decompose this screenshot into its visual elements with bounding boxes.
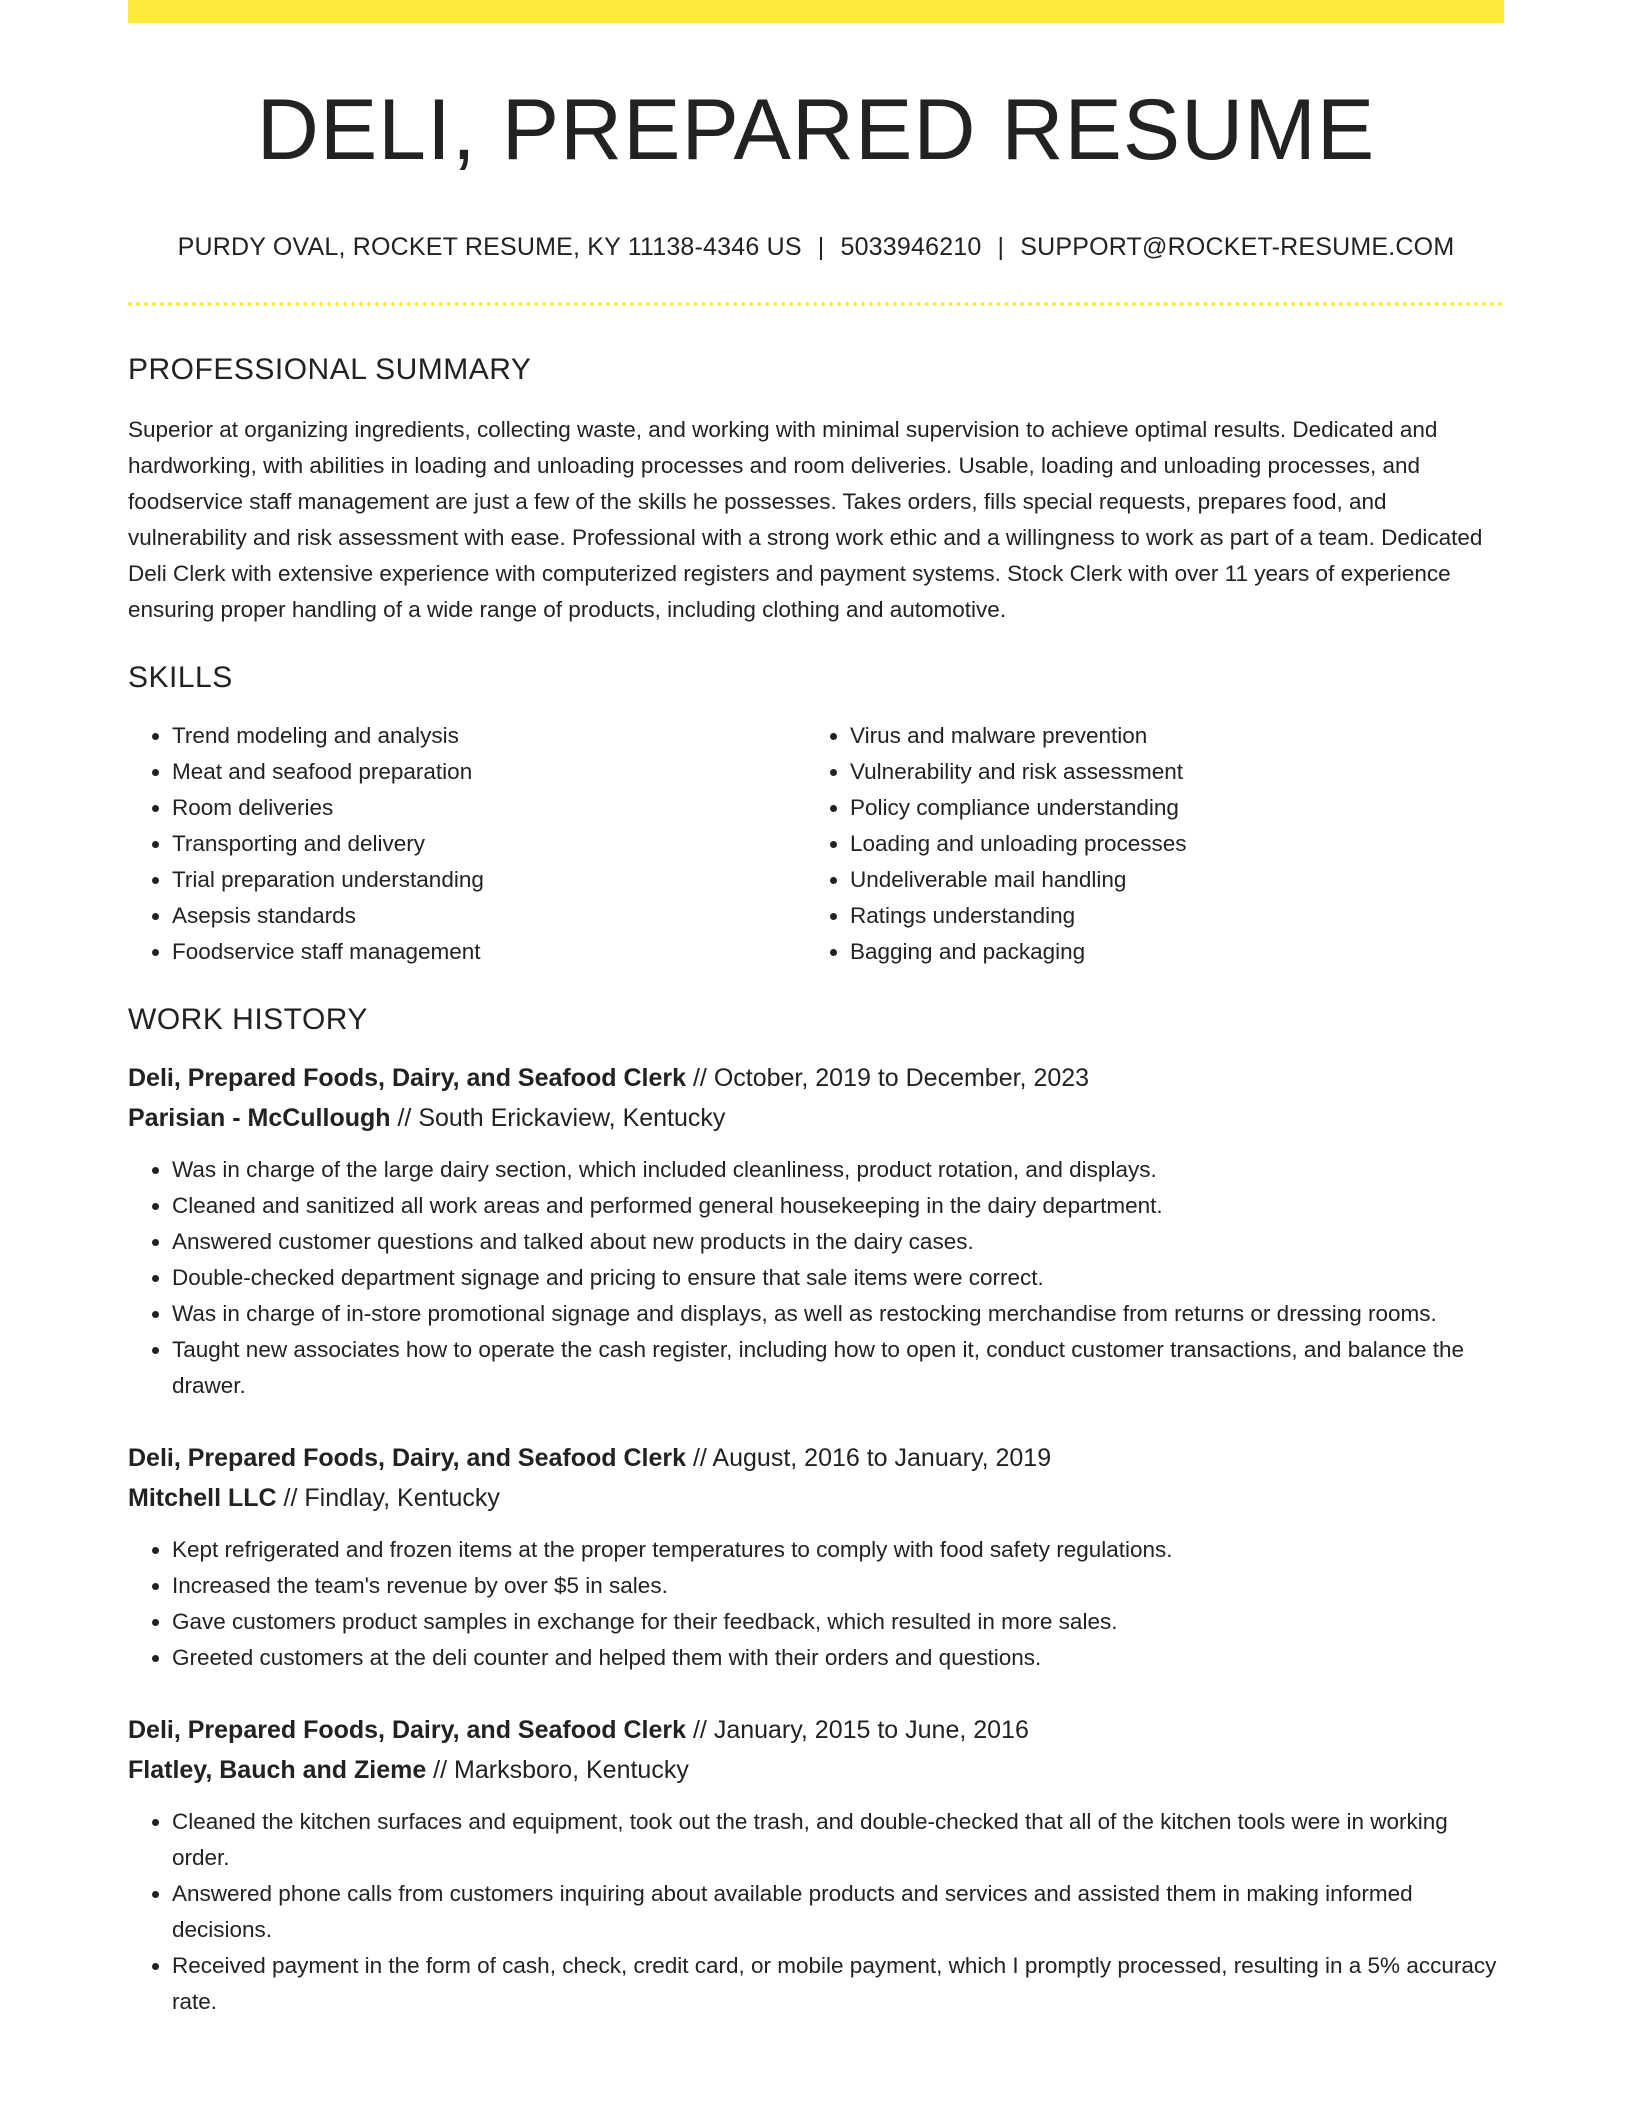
skill-item: • Foodservice staff management [172, 934, 806, 970]
job-bullet: • Taught new associates how to operate the cash register, including how to open it, conduct customer transactions, and balance the drawer. [172, 1332, 1504, 1404]
job-company: Parisian - McCullough [128, 1103, 391, 1132]
skills-column-left [128, 718, 806, 970]
job-title: Deli, Prepared Foods, Dairy, and Seafood Clerk [128, 1715, 687, 1744]
dotted-divider [128, 302, 1504, 306]
skill-item: • Transporting and delivery [172, 826, 806, 862]
job-company-line [128, 1750, 1504, 1790]
job-bullet: • Kept refrigerated and frozen items at the proper temperatures to comply with food safety regulations. [172, 1532, 1504, 1568]
job-location: // Findlay, Kentucky [276, 1483, 500, 1512]
job-entry [128, 1438, 1504, 1676]
job-bullet: • Was in charge of in-store promotional signage and displays, as well as restocking merchandise from returns or dressing rooms. [172, 1296, 1504, 1332]
job-bullets [128, 1804, 1504, 2020]
section-title-skills: SKILLS [128, 660, 233, 694]
skills-column-right [806, 718, 1484, 970]
job-bullet: • Was in charge of the large dairy section, which included cleanliness, product rotation, and displays. [172, 1152, 1504, 1188]
job-title: Deli, Prepared Foods, Dairy, and Seafood Clerk [128, 1443, 687, 1472]
contact-phone: 5033946210 [840, 232, 982, 261]
skill-item: • Vulnerability and risk assessment [850, 754, 1484, 790]
skill-item: • Policy compliance understanding [850, 790, 1484, 826]
job-dates: // January, 2015 to June, 2016 [686, 1715, 1029, 1744]
job-bullet: • Gave customers product samples in exchange for their feedback, which resulted in more sales. [172, 1604, 1504, 1640]
skill-item: • Asepsis standards [172, 898, 806, 934]
job-company-line [128, 1098, 1504, 1138]
job-bullet: • Greeted customers at the deli counter and helped them with their orders and questions. [172, 1640, 1504, 1676]
skill-item: • Ratings understanding [850, 898, 1484, 934]
skills-list [128, 718, 1504, 970]
skill-item: • Room deliveries [172, 790, 806, 826]
job-company: Mitchell LLC [128, 1483, 277, 1512]
skill-item: • Trial preparation understanding [172, 862, 806, 898]
job-bullet: • Answered phone calls from customers inquiring about available products and services and assisted them in making informed decisions. [172, 1876, 1504, 1948]
contact-separator: | [997, 232, 1005, 261]
job-company-line [128, 1478, 1504, 1518]
job-title-line [128, 1710, 1504, 1750]
job-location: // South Erickaview, Kentucky [390, 1103, 726, 1132]
skill-item: • Bagging and packaging [850, 934, 1484, 970]
resume-page [128, 0, 1504, 2020]
skill-item: • Undeliverable mail handling [850, 862, 1484, 898]
accent-bar [128, 0, 1504, 23]
job-bullet: • Increased the team's revenue by over $5 in sales. [172, 1568, 1504, 1604]
skill-item: • Meat and seafood preparation [172, 754, 806, 790]
contact-address: PURDY OVAL, ROCKET RESUME, KY 11138-4346 US [177, 232, 802, 261]
skill-item: • Trend modeling and analysis [172, 718, 806, 754]
job-bullets [128, 1152, 1504, 1404]
skill-item: • Loading and unloading processes [850, 826, 1484, 862]
job-entry [128, 1710, 1504, 2020]
job-entry [128, 1058, 1504, 1404]
job-dates: // October, 2019 to December, 2023 [686, 1063, 1090, 1092]
job-location: // Marksboro, Kentucky [426, 1755, 689, 1784]
job-bullet: • Answered customer questions and talked about new products in the dairy cases. [172, 1224, 1504, 1260]
job-bullet: • Received payment in the form of cash, check, credit card, or mobile payment, which I promptly processed, resulting in a 5% accuracy rate. [172, 1948, 1504, 2020]
job-bullet: • Cleaned and sanitized all work areas and performed general housekeeping in the dairy department. [172, 1188, 1504, 1224]
job-dates: // August, 2016 to January, 2019 [686, 1443, 1052, 1472]
job-bullet: • Cleaned the kitchen surfaces and equipment, took out the trash, and double-checked that all of the kitchen tools were in working order. [172, 1804, 1504, 1876]
section-title-work-history: WORK HISTORY [128, 1002, 368, 1036]
job-bullet: • Double-checked department signage and pricing to ensure that sale items were correct. [172, 1260, 1504, 1296]
job-bullets [128, 1532, 1504, 1676]
job-title-line [128, 1058, 1504, 1098]
job-company: Flatley, Bauch and Zieme [128, 1755, 427, 1784]
resume-name: DELI, PREPARED RESUME [256, 82, 1376, 178]
contact-separator: | [817, 232, 825, 261]
summary-text: Superior at organizing ingredients, collecting waste, and working with minimal supervision to achieve optimal results. Dedicated and hardworking, with abilities in loading and unloading processes and room deliveries. Usable, loading and unloading processes, and foodservice staff management are just a few of the skills he possesses. Takes orders, fills special requests, prepares food, and vulnerability and risk assessment with ease. Professional with a strong work ethic and a willingness to work as part of a team. Dedicated Deli Clerk with extensive experience with computerized registers and payment systems. Stock Clerk with over 11 years of experience ensuring proper handling of a wide range of products, including clothing and automotive. [128, 416, 1483, 622]
contact-line [128, 232, 1504, 262]
contact-email: SUPPORT@ROCKET-RESUME.COM [1020, 232, 1455, 261]
section-title-summary: PROFESSIONAL SUMMARY [128, 352, 532, 386]
job-title-line [128, 1438, 1504, 1478]
job-title: Deli, Prepared Foods, Dairy, and Seafood Clerk [128, 1063, 687, 1092]
skill-item: • Virus and malware prevention [850, 718, 1484, 754]
